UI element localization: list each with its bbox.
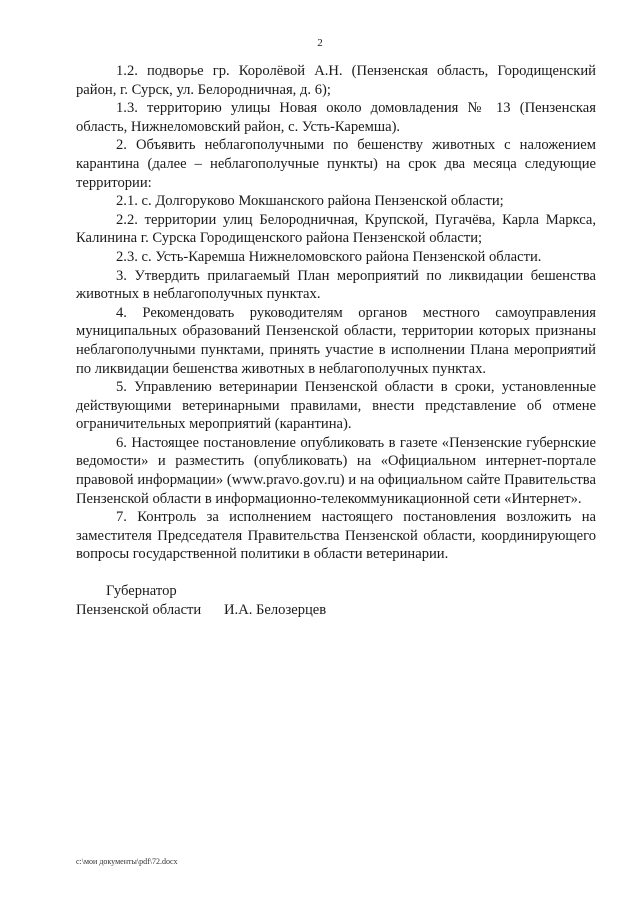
paragraph-2-2: 2.2. территории улиц Белородничная, Крупской, Пугачёва, Карла Маркса, Калинина г. Сурска Городищенского района Пензенской области;: [76, 211, 596, 247]
signature-region: Пензенской области: [76, 601, 202, 618]
paragraph-1-2: 1.2. подворье гр. Королёвой А.Н. (Пензенская область, Городищенский район, г. Сурск, ул. Белородничная, д. 6);: [76, 63, 596, 98]
file-path-footer: c:\мои документы\pdf\72.docx: [76, 857, 178, 866]
paragraph-4: 4. Рекомендовать руководителям органов местного самоуправления муниципальных образований Пензенской области, территории которых признаны неблагополучными пунктами, принять участие в исполнении Плана мероприятий по ликвидации бешенства животных в неблагополучных пунктах.: [76, 304, 596, 377]
signature-title: Губернатор: [106, 583, 177, 599]
document-body: [76, 62, 596, 564]
signature-block: [76, 582, 596, 619]
paragraph-5: 5. Управлению ветеринарии Пензенской области в сроки, установленные действующими ветеринарными правилами, внести представление об отмене ограничительных мероприятий (карантина).: [76, 379, 596, 433]
signature-name: И.А. Белозерцев: [224, 601, 327, 618]
signature-row: [76, 601, 596, 620]
paragraph-1-3: 1.3. территорию улицы Новая около домовладения № 13 (Пензенская область, Нижнеломовский район, с. Усть-Каремша).: [76, 100, 596, 135]
paragraph-2-1: 2.1. с. Долгоруково Мокшанского района Пензенской области;: [116, 193, 504, 210]
paragraph-3: 3. Утвердить прилагаемый План мероприятий по ликвидации бешенства животных в неблагополучных пунктах.: [76, 267, 596, 303]
paragraph-7: 7. Контроль за исполнением настоящего постановления возложить на заместителя Председателя Правительства Пензенской области, координирующего вопросы государственной политики в области ветеринарии.: [76, 509, 596, 563]
paragraph-2-3: 2.3. с. Усть-Каремша Нижнеломовского района Пензенской области.: [116, 248, 542, 265]
paragraph-2: 2. Объявить неблагополучными по бешенству животных с наложением карантина (далее – неблагополучные пункты) на срок два месяца следующие территории:: [76, 137, 596, 191]
page-number: 2: [317, 37, 323, 49]
paragraph-6: 6. Настоящее постановление опубликовать в газете «Пензенские губернские ведомости» и разместить (опубликовать) на «Официальном интернет-портале правовой информации» (www.pravo.gov.ru) и на официальном сайте Правительства Пензенской области в информационно-телекоммуникационной сети «Интернет».: [76, 434, 596, 507]
